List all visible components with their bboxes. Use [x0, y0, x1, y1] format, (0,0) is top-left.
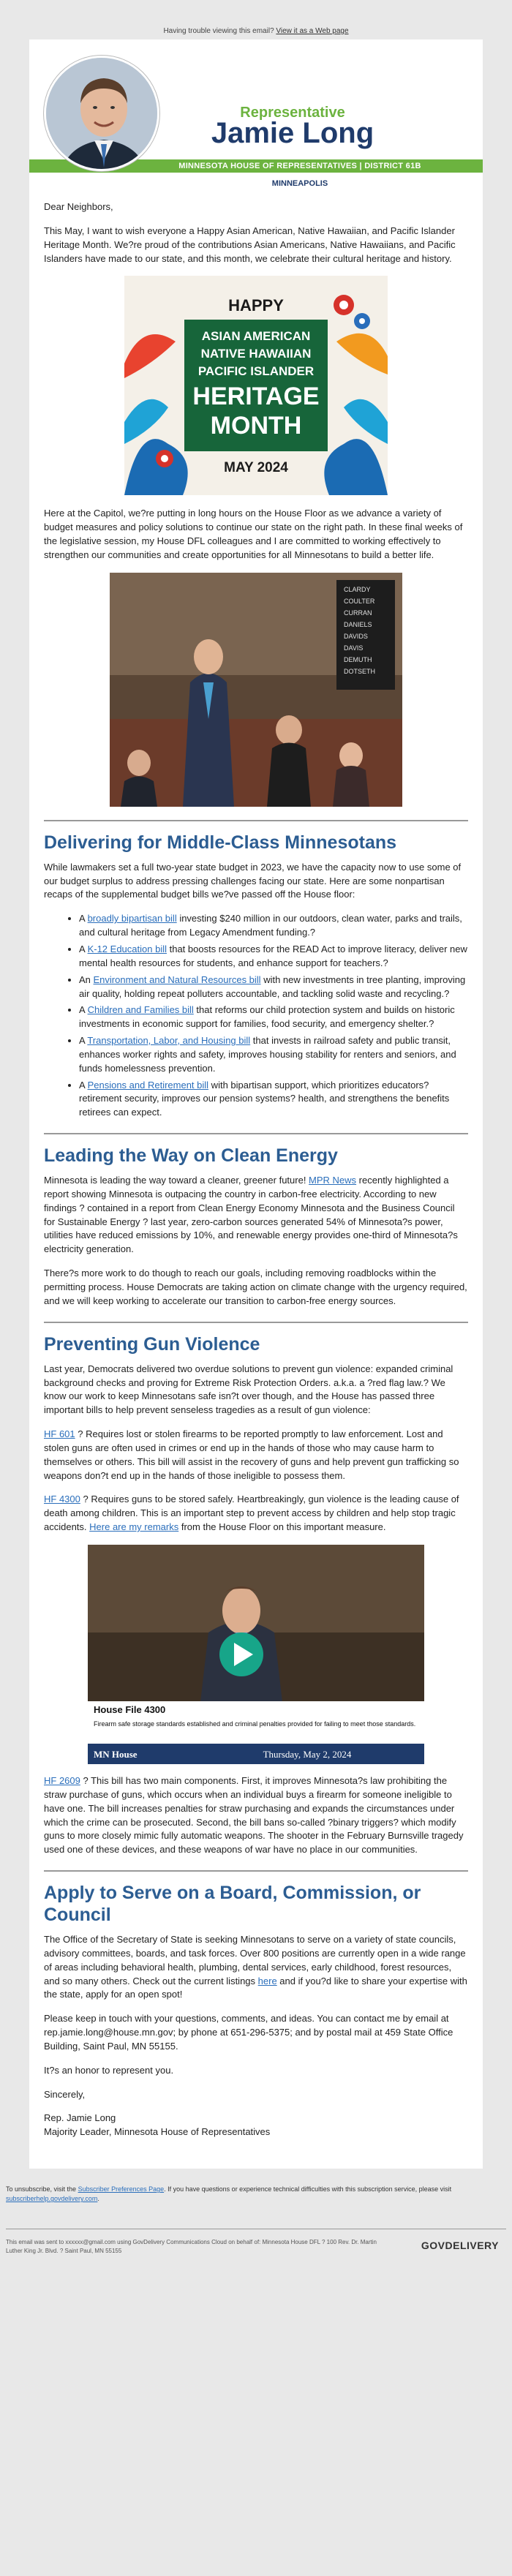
mpr-news-link[interactable]: MPR News: [309, 1175, 357, 1186]
video-org: MN House: [94, 1748, 138, 1760]
list-item: • A broadly bipartisan bill investing $240 million in our outdoors, clean water, parks and trails, and cultural heritage from Legacy Amendment funding.?: [79, 912, 468, 940]
section-title-clean-energy: Leading the Way on Clean Energy: [44, 1145, 338, 1167]
list-item: • A Children and Families bill that reforms our child protection system and builds on historic investments in economic support for families, food security, and emergency shelter.?: [79, 1003, 468, 1031]
section-title-middle-class: Delivering for Middle-Class Minnesotans: [44, 832, 397, 853]
board-name-5: DAVIDS: [344, 632, 368, 640]
ahm-line-2: ASIAN AMERICAN: [201, 329, 311, 344]
board-name-1: CLARDY: [344, 585, 371, 593]
footer-bottom: [6, 2229, 506, 2273]
hf2609-paragraph: HF 2609 ? This bill has two main components. First, it improves Minnesota?s law prohibiting the straw purchase of guns, which occurs when an individual buys a firearm for someone ineligible to have one. The bill increases penalties for straw purchasing and expands the circumstances under which the crime can be prosecuted. Second, the bill bans so-called ?binary triggers? which modify guns to more closely mimic fully automatic weapons. The shooter in the February Burnsville tragedy used one of these devices, and these weapons of war have no place in our communities.: [44, 1774, 464, 1856]
boards-paragraph: The Office of the Secretary of State is seeking Minnesotans to serve on a variety of state councils, advisory committees, boards, and task forces. Over 800 positions are currently open in a wide range of areas including behavioral health, plumbing, dental services, early childhood, forest resources, and so many others. Check out the current listings here and if you?d like to share your expertise with the state, apply for an open spot!: [44, 1934, 467, 2000]
section-title-boards: Apply to Serve on a Board, Commission, or Council: [44, 1883, 421, 1926]
sender-info: This email was sent to xxxxxx@gmail.com using GovDelivery Communications Cloud on behalf of: Minnesota House DFL ? 100 Rev. Dr. Martin Luther King Jr. Blvd. ? Saint Paul, MN 55155: [6, 2239, 377, 2254]
board-name-6: DAVIS: [344, 644, 364, 652]
list-item: • An Environment and Natural Resources bill with new investments in tree planting, improving air quality, holding repeat polluters accountable, and tackling solid waste and recycling.?: [79, 973, 468, 1001]
bill-link-environment[interactable]: Environment and Natural Resources bill: [93, 973, 261, 985]
hf4300-paragraph: HF 4300 ? Requires guns to be stored safely. Heartbreakingly, gun violence is the leading cause of death among children. This is an important step to prevent access by children and help stop tragic accidents. Here are my remarks from the House Floor on this important measure.: [44, 1494, 459, 1533]
list-item: • A Pensions and Retirement bill with bipartisan support, which prioritizes educators? retirement security, improves our pension systems? health, and strengthens the benefits retirees can expect.: [79, 1079, 468, 1121]
list-item: • A K-12 Education bill that boosts resources for the READ Act to improve literacy, deliver new mental health resources for students, and enhance support for teachers.?: [79, 943, 468, 971]
ahm-line-3: NATIVE HAWAIIAN: [200, 347, 312, 361]
honor-paragraph: It?s an honor to represent you.: [44, 2064, 174, 2076]
clean-energy-paragraph: Minnesota is leading the way toward a cleaner, greener future! MPR News recently highlighted a report showing Minnesota is outpacing the country in carbon-free electricity. According to new findings ? contained in a report from Clean Energy Economy Minnesota and the Business Council for Sustainable Energy ? last year, zero-carbon sources generated 54% of Minnesota?s power, utilities have reduced emissions by 10%, and renewable energy provides one-third of Minnesota?s electricity generation.: [44, 1175, 458, 1255]
ahm-date: MAY 2024: [224, 460, 288, 476]
list-item: • A Transportation, Labor, and Housing bill that invests in railroad safety and public transit, enhances worker rights and safety, improves housing stability for renters and seniors, and funds homelessness prevention.: [79, 1034, 468, 1076]
remarks-link[interactable]: Here are my remarks: [89, 1521, 179, 1533]
heritage-month-image: [124, 276, 388, 495]
board-name-8: DOTSETH: [344, 667, 376, 675]
email-footer: [0, 2169, 512, 2273]
signoff: Sincerely,: [44, 2088, 86, 2100]
subscriber-preferences-link[interactable]: Subscriber Preferences Page: [78, 2185, 165, 2193]
bill-link-children[interactable]: Children and Families bill: [87, 1004, 194, 1016]
house-floor-photo: [110, 573, 402, 807]
video-bill-desc: Firearm safe storage standards established and criminal penalties provided for failing to meet those standards.: [94, 1720, 416, 1728]
ahm-happy: HAPPY: [228, 296, 284, 315]
unsubscribe-line: To unsubscribe, visit the Subscriber Preferences Page. If you have questions or experience technical difficulties with this subscription service, please visit subscriberhelp.govdelivery.com.: [6, 2185, 452, 2203]
bill-link-transportation[interactable]: Transportation, Labor, and Housing bill: [87, 1035, 251, 1047]
board-name-3: CURRAN: [344, 609, 372, 617]
rep-name: Jamie Long: [211, 117, 374, 149]
gun-intro-paragraph: Last year, Democrats delivered two overdue solutions to prevent gun violence: expanded criminal background checks and proving for Extreme Risk Protection Orders. a.k.a. a ?red flag law.? We know our work to keep Minnesotans safe isn?t over though, and the House has passed three important bills to help prevent senseless tragedies as a result of gun violence:: [44, 1363, 453, 1416]
top-notice-text: Having trouble viewing this email?: [163, 27, 274, 35]
email-body: [29, 178, 483, 2169]
govdelivery-logo: GOVDELIVERY: [421, 2240, 499, 2252]
divider-2: [44, 1133, 468, 1134]
rep-label: Representative: [240, 105, 345, 121]
email-card: [29, 39, 483, 2169]
permitting-paragraph: There?s more work to do though to reach our goals, including removing roadblocks within the permitting process. House Democrats are taking action on climate change with the urgency required, and we will keep working to accelerate our transition to carbon-free energy sources.: [44, 1268, 467, 1306]
signature-title: Majority Leader, Minnesota House of Representatives: [44, 2126, 271, 2138]
video-bill-title: House File 4300: [94, 1703, 166, 1715]
divider-1: [44, 820, 468, 821]
board-name-7: DEMUTH: [344, 655, 372, 663]
intro-paragraph: This May, I want to wish everyone a Happy Asian American, Native Hawaiian, and Pacific Islander Heritage Month. We?re proud of the contributions Asian Americans, Native Hawaiians, and Pacific Islanders have made to our state, and this month, we celebrate their cultural heritage and history.: [44, 225, 456, 264]
video-date: Thursday, May 2, 2024: [263, 1748, 352, 1760]
divider-4: [44, 1870, 468, 1872]
bill-link-legacy[interactable]: broadly bipartisan bill: [87, 913, 177, 924]
ahm-line-5: HERITAGE: [192, 383, 320, 411]
bill-link-pensions[interactable]: Pensions and Retirement bill: [87, 1079, 209, 1091]
capitol-paragraph: Here at the Capitol, we?re putting in long hours on the House Floor as we advance a variety of budget measures and policy solutions to continue our state on the right path. In these final weeks of the legislative session, my House DFL colleagues and I are committed to working effectively to strengthen our communities and create opportunities for all Minnesotans to build a better life.: [44, 508, 463, 560]
top-notice: [0, 0, 512, 39]
section-title-gun-violence: Preventing Gun Violence: [44, 1333, 260, 1355]
listings-link[interactable]: here: [257, 1975, 277, 1986]
board-name-2: COULTER: [344, 597, 375, 605]
floor-remarks-video[interactable]: [88, 1545, 424, 1764]
divider-3: [44, 1322, 468, 1323]
bill-link-education[interactable]: K-12 Education bill: [87, 943, 167, 954]
signature-name: Rep. Jamie Long: [44, 2112, 116, 2124]
city-label: MINNEAPOLIS: [271, 179, 328, 188]
budget-bill-list: [79, 912, 468, 1120]
subscriber-help-link[interactable]: subscriberhelp.govdelivery.com: [6, 2195, 98, 2203]
email-header: [29, 39, 483, 188]
hf601-paragraph: HF 601 ? Requires lost or stolen firearms to be reported promptly to law enforcement. Lost and stolen guns are often used in crimes or end up in the hands of those who may cause harm to themselves or others. This bill will assist in the recovery of guns and help prevent gun trafficking so weapons don?t end up in the hands of those ineligible to possess them.: [44, 1428, 459, 1481]
hf2609-link[interactable]: HF 2609: [44, 1774, 80, 1786]
budget-paragraph: While lawmakers set a full two-year state budget in 2023, we have the capacity now to use some of our budget surplus to address pressing challenges facing our state. Here are some nonpartisan recaps of the supplemental budget bills we?ve passed off the House floor:: [44, 861, 462, 900]
hf601-link[interactable]: HF 601: [44, 1428, 75, 1440]
ahm-line-6: MONTH: [210, 412, 302, 440]
ahm-line-4: PACIFIC ISLANDER: [197, 364, 315, 379]
hf4300-link[interactable]: HF 4300: [44, 1494, 80, 1505]
avatar: [44, 56, 159, 171]
board-name-4: DANIELS: [344, 620, 372, 628]
greeting: Dear Neighbors,: [44, 201, 113, 212]
contact-paragraph: Please keep in touch with your questions, comments, and ideas. You can contact me by email at rep.jamie.long@house.mn.gov; by phone at 651-296-5375; and by postal mail at 459 State Office Building, Saint Paul, MN 55155.: [44, 2013, 453, 2052]
district-bar: MINNESOTA HOUSE OF REPRESENTATIVES | DISTRICT 61B: [29, 159, 483, 173]
web-version-link[interactable]: View it as a Web page: [276, 27, 349, 35]
